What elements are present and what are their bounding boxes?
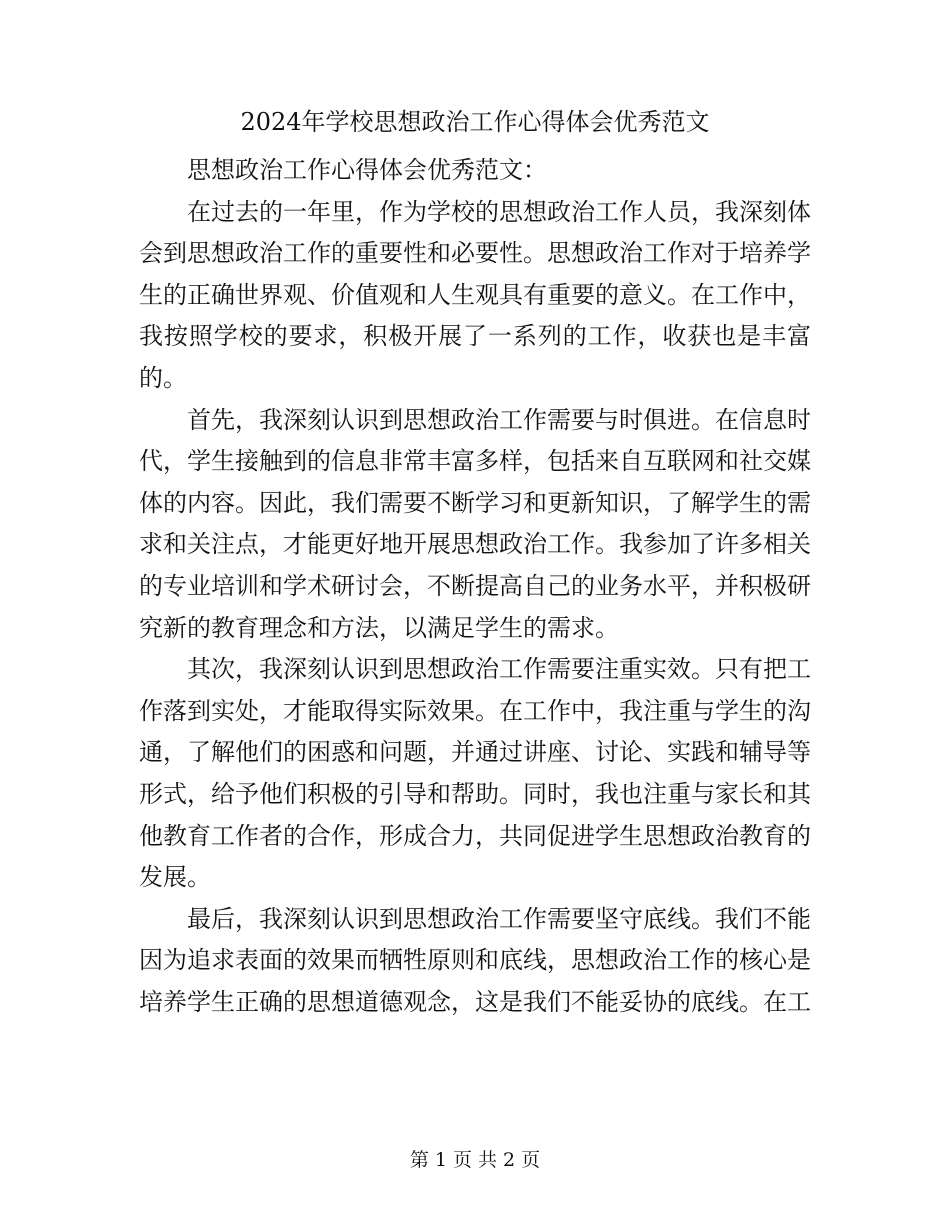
- paragraph-3: 其次，我深刻认识到思想政治工作需要注重实效。只有把工作落到实处，才能取得实际效果。在工作中，我注重与学生的沟通，了解他们的困惑和问题，并通过讲座、讨论、实践和辅导等形式，给予他们积极的引导和帮助。同时，我也注重与家长和其他教育工作者的合作，形成合力，共同促进学生思想政治教育的发展。: [139, 655, 811, 892]
- paragraph-2: 首先，我深刻认识到思想政治工作需要与时俱进。在信息时代，学生接触到的信息非常丰富多样，包括来自互联网和社交媒体的内容。因此，我们需要不断学习和更新知识，了解学生的需求和关注点，才能更好地开展思想政治工作。我参加了许多相关的专业培训和学术研讨会，不断提高自己的业务水平，并积极研究新的教育理念和方法，以满足学生的需求。: [139, 405, 811, 642]
- page-footer: 第 1 页 共 2 页: [409, 1149, 541, 1171]
- document-body: [139, 150, 811, 1023]
- paragraph-intro: 思想政治工作心得体会优秀范文：: [187, 156, 547, 184]
- document-title: 2024年学校思想政治工作心得体会优秀范文: [240, 108, 710, 136]
- paragraph-4: 最后，我深刻认识到思想政治工作需要坚守底线。我们不能因为追求表面的效果而牺牲原则和底线，思想政治工作的核心是培养学生正确的思想道德观念，这是我们不能妥协的底线。在工: [139, 904, 811, 1016]
- paragraph-1: 在过去的一年里，作为学校的思想政治工作人员，我深刻体会到思想政治工作的重要性和必要性。思想政治工作对于培养学生的正确世界观、价值观和人生观具有重要的意义。在工作中，我按照学校的要求，积极开展了一系列的工作，收获也是丰富的。: [139, 197, 811, 392]
